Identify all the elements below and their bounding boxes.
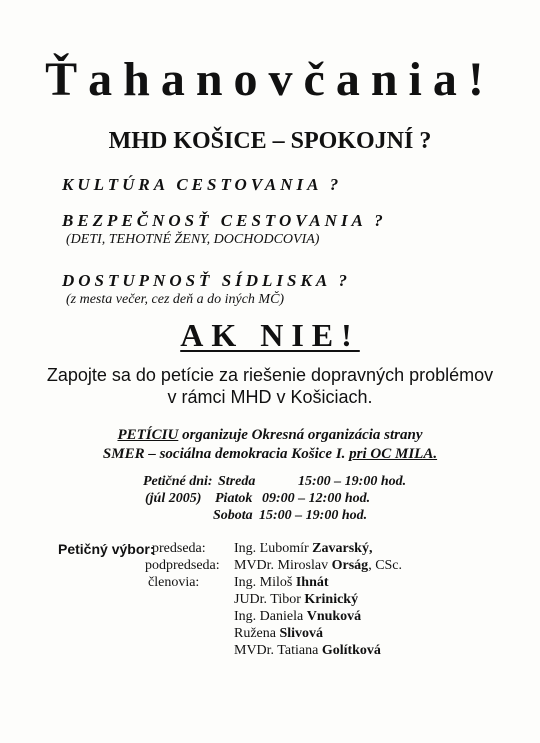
member-last-name: Krinický bbox=[304, 592, 359, 607]
member-first-name: Ružena bbox=[234, 626, 280, 641]
member-first-name: Ing. Miloš bbox=[234, 575, 296, 590]
organizer-line-1 bbox=[0, 427, 540, 444]
schedule-time: 09:00 – 12:00 hod. bbox=[262, 491, 371, 506]
committee-member bbox=[234, 626, 323, 642]
schedule-time: 15:00 – 19:00 hod. bbox=[298, 474, 407, 489]
schedule-day: Sobota bbox=[213, 508, 253, 523]
schedule-label-1: Petičné dni: bbox=[143, 474, 213, 489]
schedule-label-2: (júl 2005) bbox=[145, 491, 202, 506]
schedule-time: 15:00 – 19:00 hod. bbox=[259, 508, 368, 523]
flyer-title: Ťahanovčania! bbox=[45, 53, 495, 106]
committee-member bbox=[234, 592, 358, 608]
committee-member bbox=[234, 575, 329, 591]
member-last-name: Zavarský, bbox=[312, 541, 373, 556]
question-safety-note: (DETI, TEHOTNÉ ŽENY, DOCHODCOVIA) bbox=[66, 232, 320, 247]
member-last-name: Vnuková bbox=[306, 609, 362, 624]
member-last-name: Golítková bbox=[321, 643, 381, 658]
question-safety: BEZPEČNOSŤ CESTOVANIA ? bbox=[62, 211, 387, 230]
member-last-name: Orság bbox=[331, 558, 369, 573]
committee-member bbox=[234, 558, 402, 574]
ak-nie-heading bbox=[0, 317, 540, 354]
committee-member bbox=[234, 541, 372, 557]
organizer-line-2-main: SMER – sociálna demokracia Košice I. bbox=[102, 446, 350, 462]
member-last-name: Ihnát bbox=[295, 575, 329, 590]
schedule-day: Piatok bbox=[215, 491, 253, 506]
question-access: DOSTUPNOSŤ SÍDLISKA ? bbox=[62, 271, 351, 290]
member-first-name: JUDr. Tibor bbox=[234, 592, 305, 607]
committee-label: Petičný výbor: bbox=[58, 541, 155, 557]
role-members: členovia: bbox=[148, 575, 200, 590]
member-first-name: MVDr. Tatiana bbox=[234, 643, 322, 658]
schedule-day: Streda bbox=[218, 474, 256, 489]
member-first-name: Ing. Daniela bbox=[234, 609, 307, 624]
organizer-line-1-rest: organizuje Okresná organizácia strany bbox=[178, 427, 423, 443]
appeal-line-1: Zapojte sa do petície za riešenie dopravných problémov bbox=[46, 365, 494, 385]
role-vice: podpredseda: bbox=[145, 558, 220, 573]
flyer-subtitle: MHD KOŠICE – SPOKOJNÍ ? bbox=[108, 128, 432, 154]
committee-member bbox=[234, 609, 361, 625]
question-culture: KULTÚRA CESTOVANIA ? bbox=[62, 175, 343, 194]
role-chair: predseda: bbox=[152, 541, 206, 556]
member-last-name: Slivová bbox=[279, 626, 324, 641]
petition-word: PETÍCIU bbox=[117, 427, 179, 443]
member-first-name: MVDr. Miroslav bbox=[234, 558, 332, 573]
ak-nie-text: AK NIE! bbox=[180, 317, 360, 353]
appeal-line-2: v rámci MHD v Košiciach. bbox=[167, 387, 373, 407]
question-access-note: (z mesta večer, cez deň a do iných MČ) bbox=[66, 292, 285, 307]
organizer-line-2 bbox=[0, 446, 540, 463]
member-first-name: Ing. Ľubomír bbox=[234, 541, 313, 556]
organizer-place: pri OC MILA. bbox=[349, 446, 438, 462]
committee-member bbox=[234, 643, 381, 659]
member-suffix: , CSc. bbox=[368, 558, 403, 573]
